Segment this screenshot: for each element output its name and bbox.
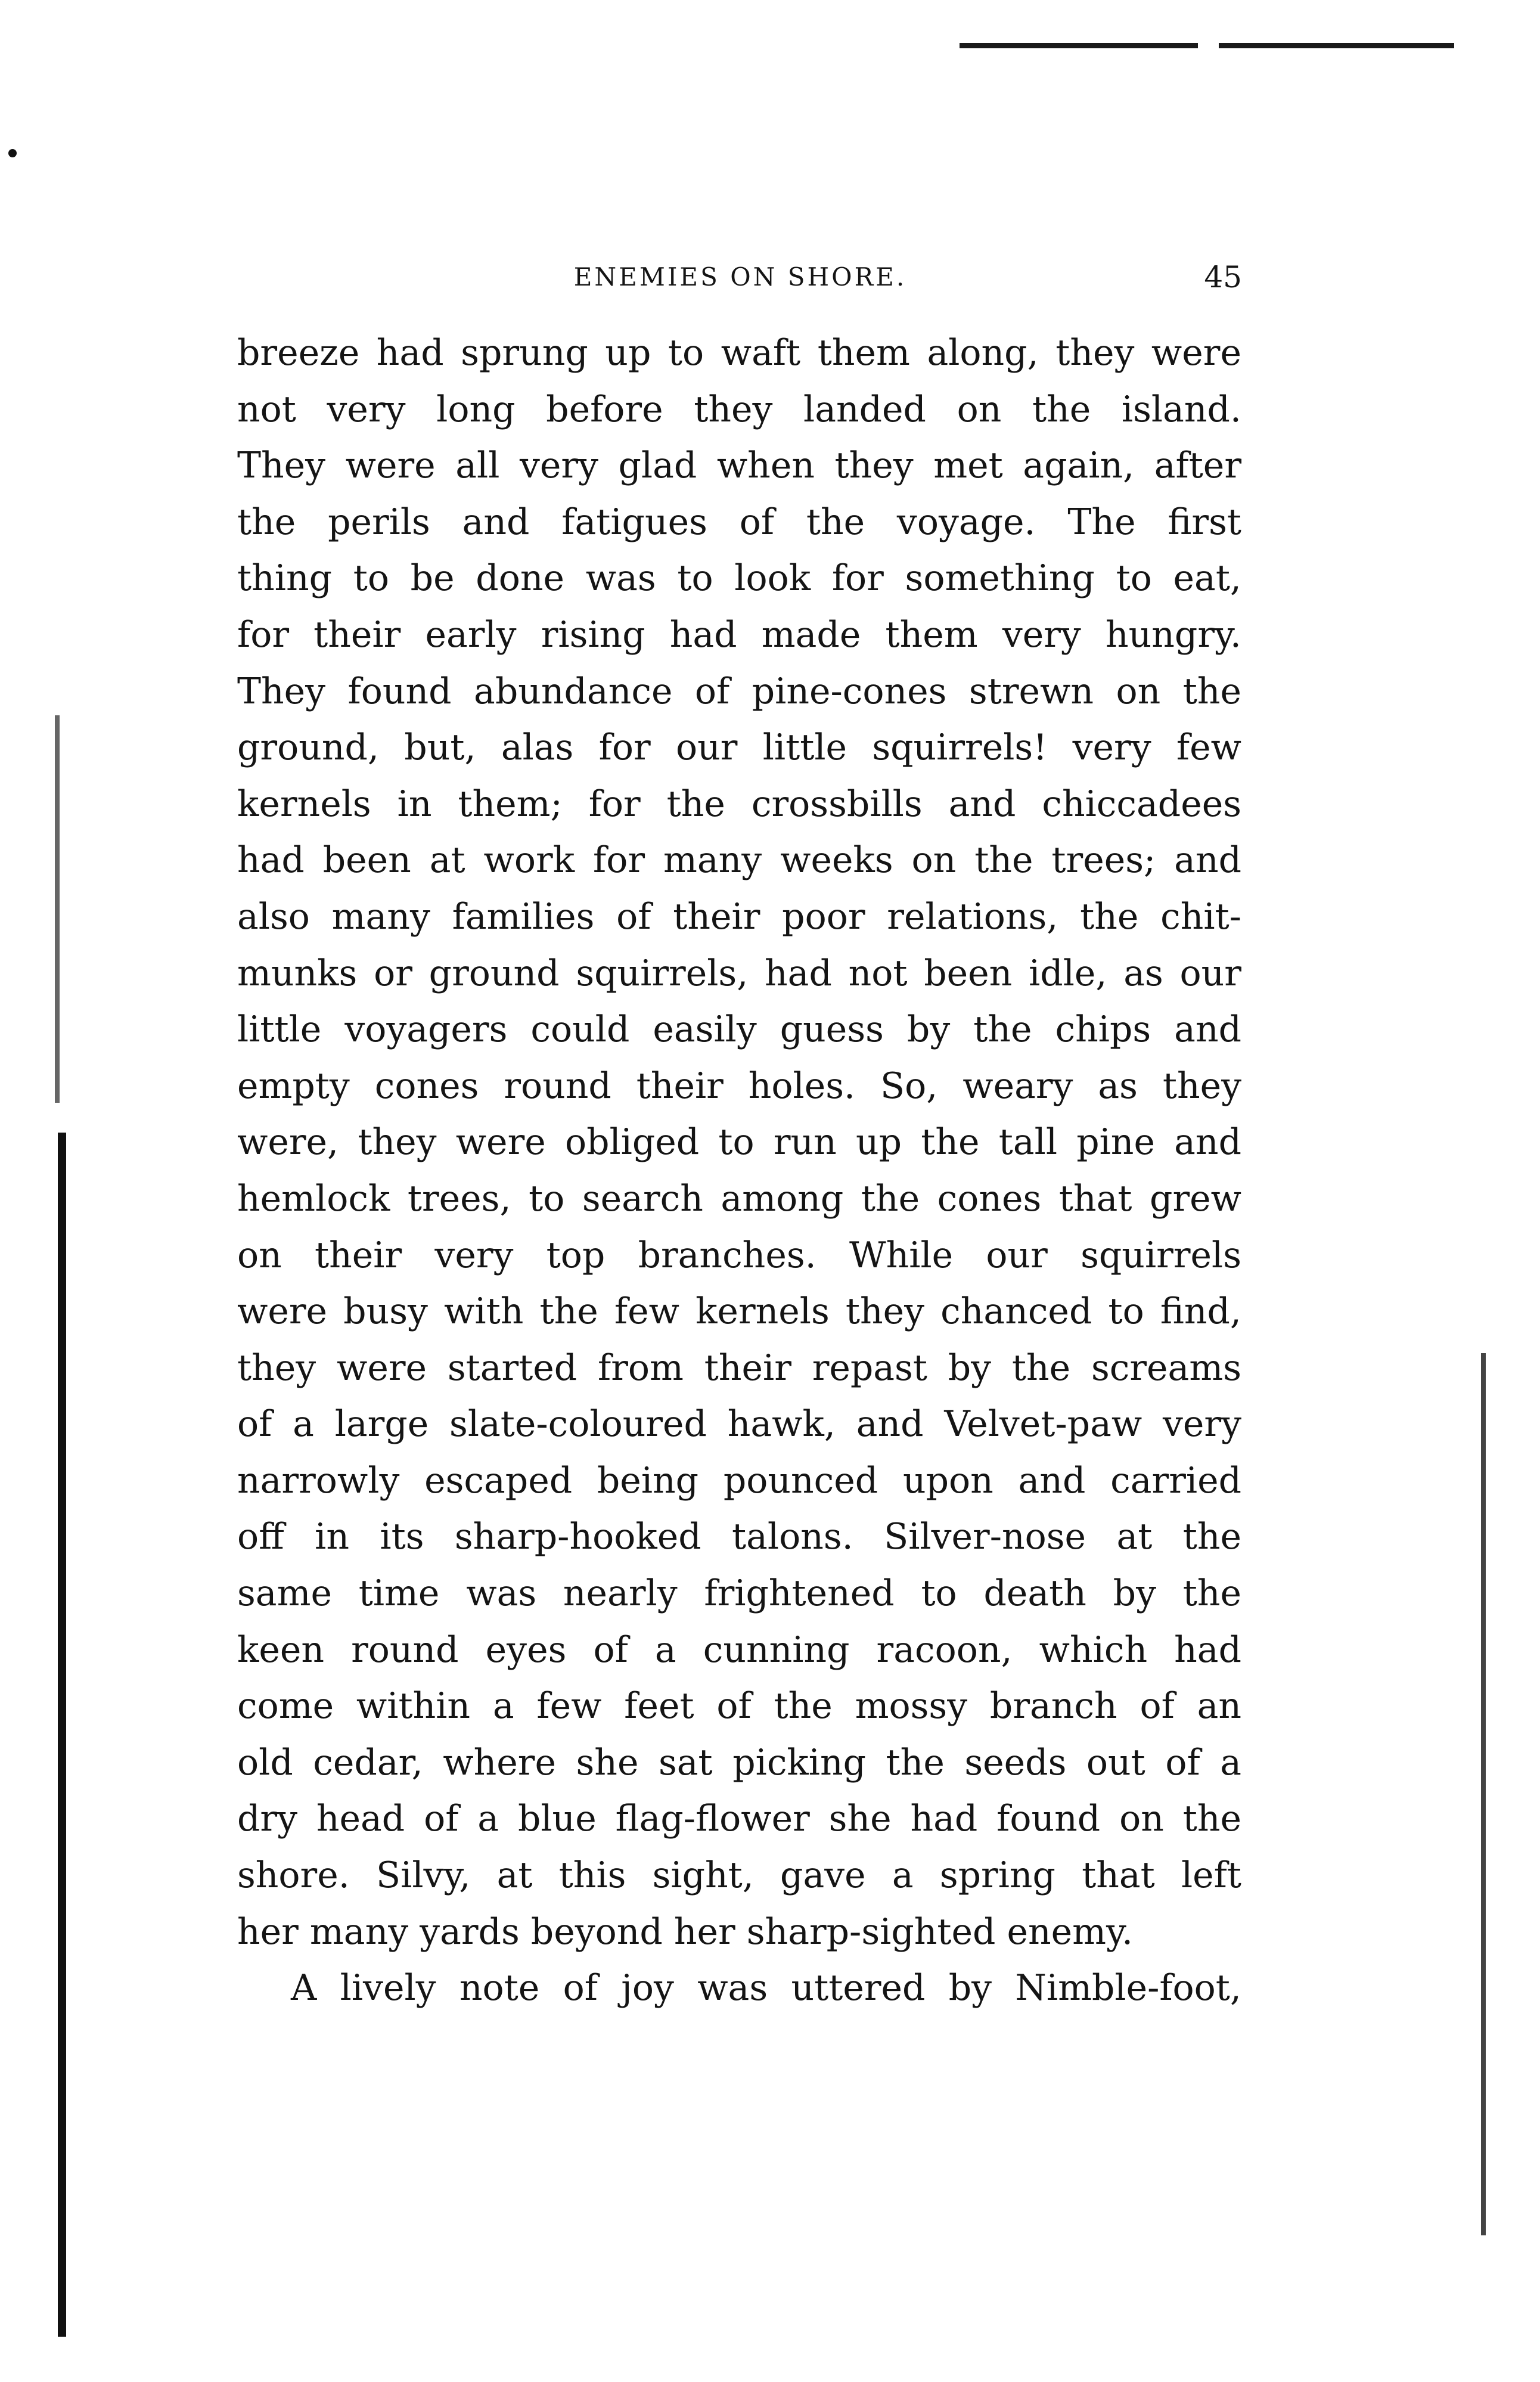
body-text <box>237 325 1241 2017</box>
text-line: her many yards beyond her sharp-sighted enemy. <box>237 1910 1134 1953</box>
text-line: little voyagers could easily guess by the chips and <box>237 1009 1241 1051</box>
text-line: breeze had sprung up to waft them along, they were <box>237 332 1241 374</box>
running-title: ENEMIES ON SHORE. <box>573 262 907 291</box>
text-line: on their very top branches. While our squirrels <box>237 1234 1241 1276</box>
text-line: the perils and fatigues of the voyage. The first <box>237 501 1241 543</box>
text-line: They found abundance of pine-cones strewn on the <box>237 670 1241 712</box>
text-line: munks or ground squirrels, had not been idle, as our <box>237 952 1241 994</box>
top-rule-right <box>1219 43 1454 48</box>
text-line: old cedar, where she sat picking the seeds out of a <box>237 1741 1241 1784</box>
text-line: for their early rising had made them very hungry. <box>237 613 1241 656</box>
text-line: ground, but, alas for our little squirrels! very few <box>237 727 1241 769</box>
text-line: same time was nearly frightened to death by the <box>237 1573 1241 1615</box>
top-rule-left <box>960 43 1198 48</box>
text-line: They were all very glad when they met again, after <box>237 445 1241 487</box>
text-line: of a large slate-coloured hawk, and Velvet-paw very <box>237 1403 1241 1446</box>
text-line: empty cones round their holes. So, weary as they <box>237 1065 1241 1107</box>
text-line: they were started from their repast by the screams <box>237 1347 1241 1389</box>
text-line: kernels in them; for the crossbills and chiccadees <box>237 783 1241 825</box>
left-gutter-mark-upper <box>55 715 60 1103</box>
text-line: not very long before they landed on the island. <box>237 388 1241 430</box>
left-gutter-edge <box>58 1133 66 2337</box>
text-line: shore. Silvy, at this sight, gave a spring that left <box>237 1854 1241 1897</box>
text-line: come within a few feet of the mossy branch of an <box>237 1685 1241 1727</box>
left-gutter-dot <box>8 149 17 157</box>
page-header <box>238 256 1242 298</box>
text-line: thing to be done was to look for something to eat, <box>237 557 1241 600</box>
right-gutter-mark <box>1481 1353 1486 2235</box>
text-line: dry head of a blue flag-flower she had found on the <box>237 1798 1241 1840</box>
text-line: A lively note of joy was uttered by Nimble-foot, <box>291 1967 1241 2009</box>
text-line: keen round eyes of a cunning racoon, which had <box>237 1629 1241 1671</box>
text-line: hemlock trees, to search among the cones that grew <box>237 1177 1241 1220</box>
text-line: were busy with the few kernels they chanced to find, <box>237 1291 1241 1333</box>
text-line: narrowly escaped being pounced upon and carried <box>237 1459 1241 1502</box>
text-line: were, they were obliged to run up the tall pine and <box>237 1121 1241 1164</box>
page-number: 45 <box>1204 260 1242 294</box>
text-line: off in its sharp-hooked talons. Silver-nose at the <box>237 1516 1241 1558</box>
text-line: had been at work for many weeks on the trees; and <box>237 839 1241 882</box>
text-line: also many families of their poor relations, the chit- <box>237 895 1241 938</box>
